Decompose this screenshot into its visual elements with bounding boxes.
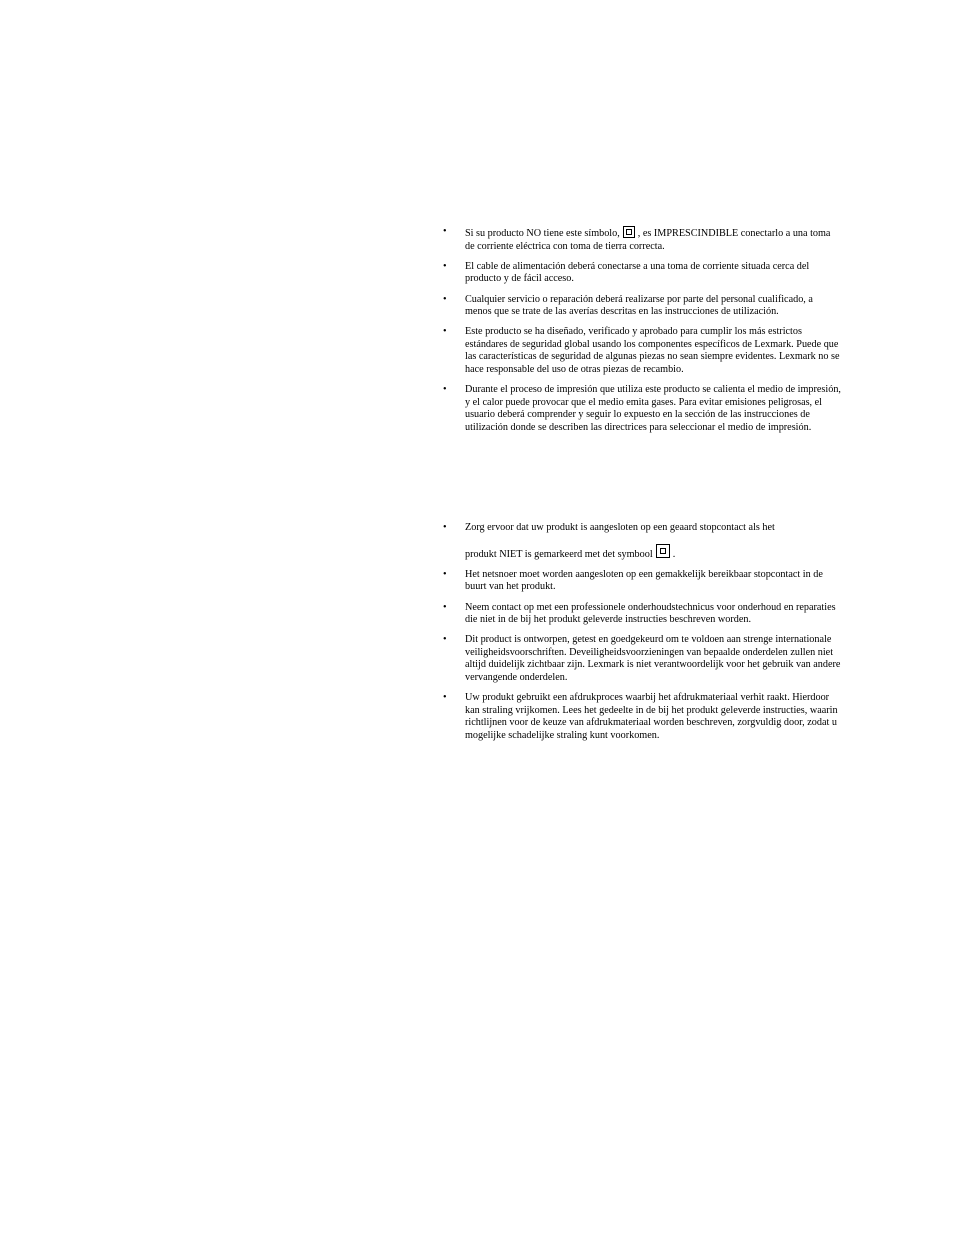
- list-item: [440, 261, 842, 286]
- bullet: •: [443, 522, 447, 533]
- double-insulation-icon: [623, 226, 635, 238]
- item-text: Neem contact op met een professionele onderhoudstechnicus voor onderhoud en reparaties die niet in de bij het produkt geleverde instructies beschreven worden.: [465, 601, 836, 626]
- dutch-safety-list: [440, 522, 842, 750]
- bullet: •: [443, 601, 447, 613]
- bullet: •: [443, 260, 447, 272]
- list-item: [440, 634, 842, 684]
- bullet: •: [443, 384, 447, 396]
- item-text: Dit product is ontworpen, getest en goedgekeurd om te voldoen aan strenge internationale veiligheidsvoorschriften. Deveiligheidsvoorzieningen van bepaalde onderdelen zullen niet altijd duidelijk zichtbaar zijn. Lexmark is niet verantwoordelijk voor het gebruik van andere vervangende onderdelen.: [465, 634, 841, 683]
- item-text: Cualquier servicio o reparación deberá realizarse por parte del personal cualificado, a menos que se trate de las averías descritas en las instrucciones de utilización.: [465, 293, 813, 318]
- item-text: El cable de alimentación deberá conectarse a una toma de corriente situada cerca del producto y de fácil acceso.: [465, 260, 810, 285]
- list-item: [440, 692, 842, 742]
- item-text: Zorg ervoor dat uw produkt is aangesloten op een geaard stopcontact als het: [465, 522, 775, 533]
- bullet: •: [443, 634, 447, 646]
- list-item: [440, 522, 842, 561]
- item-text: Het netsnoer moet worden aangesloten op een gemakkelijk bereikbaar stopcontact in de buurt van het produkt.: [465, 568, 823, 593]
- item-text: Este producto se ha diseñado, verificado y aprobado para cumplir los más estrictos estándares de seguridad global usando los componentes específicos de Lexmark. Puede que las características de seguridad de algunas piezas no sean siempre evidentes. Lexmark no se hace responsable del uso de otras piezas de recambio.: [465, 326, 840, 375]
- item-text: Durante el proceso de impresión que utiliza este producto se calienta el medio de impresión, y el calor puede provocar que el medio emita gases. Para evitar emisiones peligrosas, el usuario deberá comprender y seguir lo expuesto en la sección de las instrucciones de utilización donde se describen las directrices para seleccionar el medio de impresión.: [465, 384, 841, 433]
- list-item: [440, 226, 842, 253]
- bullet: •: [443, 293, 447, 305]
- list-item: [440, 294, 842, 319]
- bullet: •: [443, 326, 447, 338]
- bullet: •: [443, 692, 447, 704]
- bullet: •: [443, 226, 447, 237]
- list-item: [440, 384, 842, 434]
- list-item: [440, 569, 842, 594]
- list-item: [440, 602, 842, 627]
- item-text: , es IMPRESCINDIBLE conectarlo a una toma de corriente eléctrica con toma de tierra correcta.: [465, 228, 831, 252]
- item-text: produkt NIET is gemarkeerd met det symbool: [465, 548, 653, 560]
- list-item: [440, 326, 842, 376]
- bullet: •: [443, 568, 447, 580]
- item-text: Si su producto NO tiene este símbolo,: [465, 228, 620, 239]
- item-text: .: [672, 548, 676, 560]
- double-insulation-icon: [656, 544, 670, 558]
- spanish-safety-list: [440, 226, 842, 442]
- item-text: Uw produkt gebruikt een afdrukproces waarbij het afdrukmateriaal verhit raakt. Hierdoor kan straling vrijkomen. Lees het gedeelte in de bij het produkt geleverde instructies, waarin richtlijnen voor de keuze van afdrukmateriaal worden beschreven, zorgvuldig door, zodat u mogelijke schadelijke straling kunt voorkomen.: [465, 692, 838, 741]
